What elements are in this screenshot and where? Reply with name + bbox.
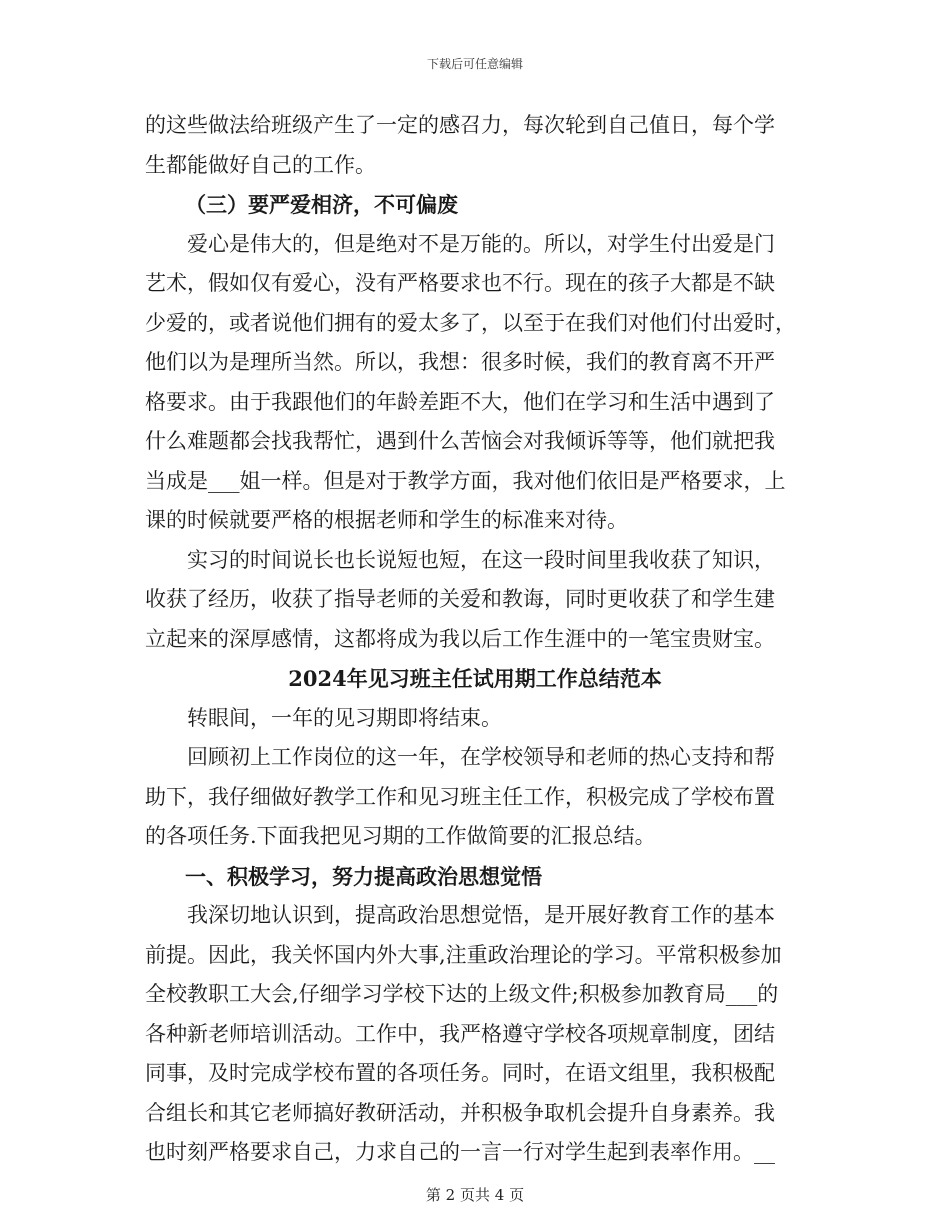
document-title: 2024年见习班主任试用期工作总结范本	[288, 666, 662, 691]
paragraph-line: 当成是___姐一样。但是对于教学方面，我对他们依旧是严格要求，上	[145, 468, 786, 493]
paragraph-line: 艺术，假如仅有爱心，没有严格要求也不行。现在的孩子大都是不缺	[145, 271, 775, 295]
section-heading: 一、积极学习，努力提高政治思想觉悟	[185, 863, 542, 889]
section-heading: （三）要严爱相济，不可偏废	[185, 192, 458, 217]
paragraph-line: 转眼间，一年的见习期即将结束。	[187, 705, 502, 730]
paragraph-line: 全校教职工大会,仔细学习学校下达的上级文件;积极参加教育局___的	[145, 982, 779, 1006]
paragraph-line: 回顾初上工作岗位的这一年，在学校领导和老师的热心支持和帮	[187, 745, 775, 769]
paragraph-line: 同事，及时完成学校布置的各项任务。同时，在语文组里，我积极配	[145, 1061, 775, 1085]
paragraph-line: 的这些做法给班级产生了一定的感召力，每次轮到自己值日，每个学	[145, 113, 775, 137]
paragraph-line: 收获了经历，收获了指导老师的关爱和教诲，同时更收获了和学生建	[145, 587, 775, 611]
paragraph-line: 也时刻严格要求自己，力求自己的一言一行对学生起到表率作用。__	[145, 1140, 775, 1164]
paragraph-line: 各种新老师培训活动。工作中，我严格遵守学校各项规章制度，团结	[145, 1021, 775, 1046]
paragraph-line: 少爱的，或者说他们拥有的爱太多了，以至于在我们对他们付出爱时，	[145, 310, 796, 335]
paragraph-line: 立起来的深厚感情，这都将成为我以后工作生涯中的一笔宝贵财宝。	[145, 626, 775, 651]
document-body	[145, 106, 805, 1173]
paragraph-line: 合组长和其它老师搞好教研活动，并积极争取机会提升自身素养。我	[145, 1100, 775, 1125]
paragraph-line: 他们以为是理所当然。所以，我想：很多时候，我们的教育离不开严	[145, 350, 775, 374]
paragraph-line: 前提。因此，我关怀国内外大事,注重政治理论的学习。平常积极参加	[145, 942, 782, 967]
paragraph-line: 生都能做好自己的工作。	[145, 152, 376, 177]
paragraph-line: 的各项任务.下面我把见习期的工作做简要的汇报总结。	[145, 824, 656, 848]
paragraph-line: 什么难题都会找我帮忙，遇到什么苦恼会对我倾诉等等，他们就把我	[145, 429, 775, 453]
page-footer: 第 2 页共 4 页	[425, 1186, 525, 1204]
paragraph-line: 我深切地认识到，提高政治思想觉悟，是开展好教育工作的基本	[187, 903, 775, 927]
paragraph-line: 实习的时间说长也长说短也短，在这一段时间里我收获了知识，	[187, 547, 775, 572]
paragraph-line: 课的时候就要严格的根据老师和学生的标准来对待。	[145, 508, 628, 532]
paragraph-line: 爱心是伟大的，但是绝对不是万能的。所以，对学生付出爱是门	[187, 231, 775, 256]
page-header: 下载后可任意编辑	[426, 57, 523, 71]
paragraph-line: 助下，我仔细做好教学工作和见习班主任工作，积极完成了学校布置	[145, 784, 775, 809]
paragraph-line: 格要求。由于我跟他们的年龄差距不大，他们在学习和生活中遇到了	[145, 389, 775, 414]
